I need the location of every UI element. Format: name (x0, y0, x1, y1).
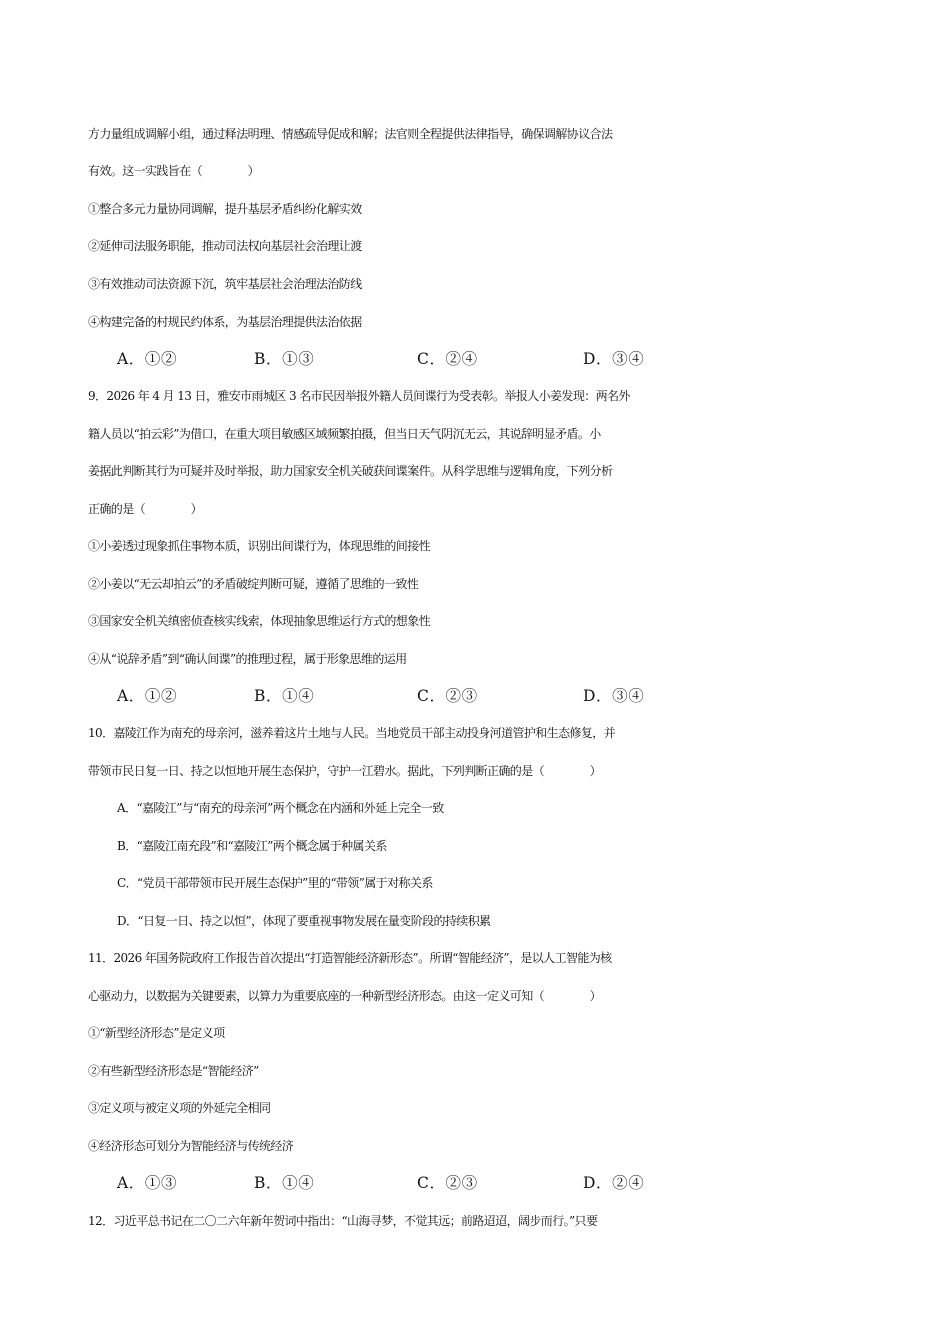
q12-stem-line-1: 12．习近平总书记在二〇二六年新年贺词中指出：“山海寻梦，不觉其远；前路迢迢，阔步而行。”只要 (88, 1214, 598, 1228)
q9-statement-2: ②小姜以“无云却拍云”的矛盾破绽判断可疑，遵循了思维的一致性 (88, 577, 419, 591)
q11-choices (117, 1171, 817, 1195)
q9-stem-line-3: 姜据此判断其行为可疑并及时举报，助力国家安全机关破获间谍案件。从科学思维与逻辑角度，下列分析 (88, 464, 613, 478)
q8-statement-2: ②延伸司法服务职能，推动司法权向基层社会治理让渡 (88, 239, 362, 253)
q11-statement-3: ③定义项与被定义项的外延完全相同 (88, 1101, 271, 1115)
q9-statement-4: ④从“说辞矛盾”到“确认间谍”的推理过程，属于形象思维的运用 (88, 652, 407, 666)
q11-choice-a[interactable]: A．①③ (117, 1174, 178, 1192)
q11-statement-4: ④经济形态可划分为智能经济与传统经济 (88, 1139, 294, 1153)
q9-choice-b[interactable]: B．①④ (254, 687, 315, 705)
q11-stem-line-2: 心驱动力，以数据为关键要素，以算力为重要底座的一种新型经济形态。由这一定义可知（ ） (88, 989, 602, 1003)
q8-statement-4: ④构建完备的村规民约体系，为基层治理提供法治依据 (88, 315, 362, 329)
q8-choice-b[interactable]: B．①③ (254, 350, 315, 368)
q10-stem-line-2: 带领市民日复一日、持之以恒地开展生态保护，守护一江碧水。据此，下列判断正确的是（ ） (88, 764, 602, 778)
q10-choice-b[interactable]: B．“嘉陵江南充段”和“嘉陵江”两个概念属于种属关系 (117, 839, 387, 853)
q10-choice-c[interactable]: C．“党员干部带领市民开展生态保护”里的“带领”属于对称关系 (117, 876, 433, 890)
q11-stem-line-1: 11．2026 年国务院政府工作报告首次提出“打造智能经济新形态”。所谓“智能经济”，是以人工智能为核 (88, 951, 612, 965)
q8-choice-d[interactable]: D．③④ (583, 350, 645, 368)
q11-statement-1: ①“新型经济形态”是定义项 (88, 1026, 225, 1040)
q8-choice-c[interactable]: C．②④ (417, 350, 478, 368)
q9-stem-line-4: 正确的是（ ） (88, 502, 203, 516)
q8-statement-3: ③有效推动司法资源下沉，筑牢基层社会治理法治防线 (88, 277, 362, 291)
q11-choice-c[interactable]: C．②③ (417, 1174, 478, 1192)
q10-choice-a[interactable]: A．“嘉陵江”与“南充的母亲河”两个概念在内涵和外延上完全一致 (117, 801, 444, 815)
q9-statement-1: ①小姜透过现象抓住事物本质，识别出间谍行为，体现思维的间接性 (88, 539, 431, 553)
q9-stem-line-1: 9．2026 年 4 月 13 日，雅安市雨城区 3 名市民因举报外籍人员间谍行为受表彰。举报人小姜发现：两名外 (88, 389, 630, 403)
q9-choice-a[interactable]: A．①② (117, 687, 178, 705)
q8-stem-line-1: 方力量组成调解小组，通过释法明理、情感疏导促成和解；法官则全程提供法律指导，确保调解协议合法 (88, 127, 613, 141)
q10-choice-d[interactable]: D．“日复一日、持之以恒”，体现了要重视事物发展在量变阶段的持续积累 (117, 914, 491, 928)
q9-choice-c[interactable]: C．②③ (417, 687, 478, 705)
q11-choice-d[interactable]: D．②④ (583, 1174, 645, 1192)
q8-stem-line-2: 有效。这一实践旨在（ ） (88, 164, 260, 178)
q9-choice-d[interactable]: D．③④ (583, 687, 645, 705)
q8-choices (117, 347, 817, 371)
q9-statement-3: ③国家安全机关缜密侦查核实线索，体现抽象思维运行方式的想象性 (88, 614, 431, 628)
q11-statement-2: ②有些新型经济形态是“智能经济” (88, 1064, 259, 1078)
q8-statement-1: ①整合多元力量协同调解，提升基层矛盾纠纷化解实效 (88, 202, 362, 216)
q10-stem-line-1: 10．嘉陵江作为南充的母亲河，滋养着这片土地与人民。当地党员干部主动投身河道管护和生态修复，并 (88, 726, 616, 740)
q9-stem-line-2: 籍人员以“拍云彩”为借口，在重大项目敏感区域频繁拍摄，但当日天气阴沉无云，其说辞明显矛盾。小 (88, 427, 601, 441)
q11-choice-b[interactable]: B．①④ (254, 1174, 315, 1192)
q9-choices (117, 684, 817, 708)
q8-choice-a[interactable]: A．①② (117, 350, 178, 368)
